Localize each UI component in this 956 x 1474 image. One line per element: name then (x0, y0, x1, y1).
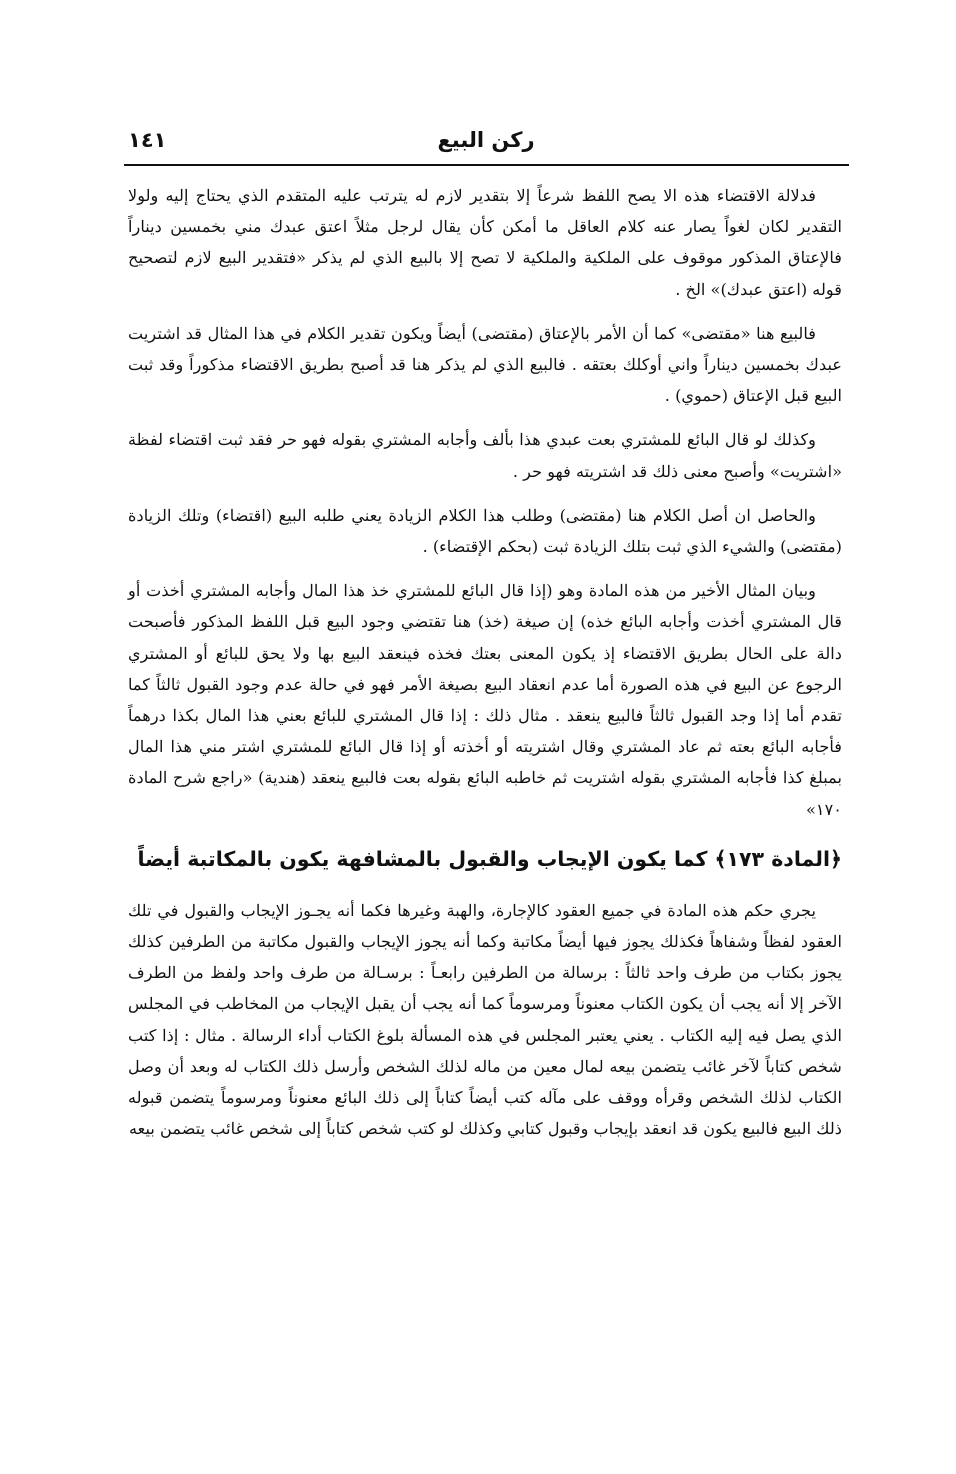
chapter-title: ركن البيع (437, 128, 535, 152)
page-number: ١٤١ (128, 128, 167, 152)
paragraph-last-example: وبيان المثال الأخير من هذه المادة وهو (إذا قال البائع للمشتري خذ هذا المال وأجابه المشتري أخذت أو قال المشتري أخذت وأجابه البائع خذه) إن صيغة (خذ) هنا تقتضي وجود البيع قبل اللفظ المذكور فأصبحت دالة على الحال بطريق الاقتضاء إذ يكون المعنى بعتك فخذه فينعقد البيع بها ولا يحق للبائع أو المشتري الرجوع عن البيع في هذه الصورة أما عدم انعقاد البيع بصيغة الأمر فهو في حالة عدم وجود القبول ثالثاً كما تقدم أما إذا وجد القبول ثالثاً فالبيع ينعقد . مثال ذلك : إذا قال المشتري للبائع بعني هذا المال بكذا درهماً فأجابه البائع بعته ثم عاد المشتري وقال اشتريته أو أخذته أو إذا قال البائع للمشتري اشتر مني هذا المال بمبلغ كذا فأجابه المشتري بقوله اشتريت ثم خاطبه البائع بقوله بعت فالبيع ينعقد (هندية) «راجع شرح المادة ١٧٠» (128, 581, 842, 819)
running-header (124, 124, 848, 164)
paragraph-sale-implied: فالبيع هنا «مقتضى» كما أن الأمر بالإعتاق (مقتضى) أيضاً ويكون تقدير الكلام في هذا المثال قد اشتريت عبدك بخمسين ديناراً واني أوكلك بعتقه . فالبيع الذي لم يذكر هنا قد أصبح بطريق الاقتضاء مذكوراً وقد ثبت البيع قبل الإعتاق (حموي) . (128, 323, 842, 406)
paragraph-implication: فدلالة الاقتضاء هذه الا يصح اللفظ شرعاً إلا بتقدير لازم له يترتب عليه المتقدم الذي يحتاج إليه ولولا التقدير لكان لغواً يصار عنه كلام العاقل ما أمكن كأن يقال لرجل مثلاً اعتق عبدك مني بخمسين ديناراً فالإعتاق المذكور موقوف على الملكية والملكية لا تصح إلا بالبيع الذي لم يذكر «فتقدير البيع لازم لتصحيح قوله (اعتق عبدك)» الخ . (128, 186, 842, 299)
page-body (128, 180, 842, 1157)
paragraph-summary: والحاصل ان أصل الكلام هنا (مقتضى) وطلب هذا الكلام الزيادة يعني طلبه البيع (اقتضاء) وتلك الزيادة (مقتضى) والشيء الذي ثبت بتلك الزيادة ثبت (بحكم الإقتضاء) . (128, 505, 842, 557)
article-heading: ﴿المادة ١٧٣﴾ كما يكون الإيجاب والقبول بالمشافهة يكون بالمكاتبة أيضاً (137, 846, 842, 871)
article-paragraph: يجري حكم هذه المادة في جميع العقود كالإجارة، والهبة وغيرها فكما أنه يجـوز الإيجاب والقبول في تلك العقود لفظاً وشفاهاً فكذلك يجوز فيها أيضاً مكاتبة وكما أنه يجوز الإيجاب والقبول مكاتبة من الطرفين كذلك يجوز بكتاب من طرف واحد ثالثاً : برسالة من الطرفين رابعـاً : برسـالة من طرف واحد ولفظ من الطرف الآخر إلا أنه يجب أن يكون الكتاب معنوناً ومرسوماً كما أنه يجب أن يقبل الإيجاب من المخاطب في المجلس الذي يصل فيه إليه الكتاب . يعني يعتبر المجلس في هذه المسألة بلوغ الكتاب أداء الرسالة . مثال : إذا كتب شخص كتاباً لآخر غائب يتضمن بيعه لمال معين من ماله لذلك الشخص وأرسل ذلك الكتاب له وبعد أن وصل الكتاب لذلك الشخص وقرأه ووقف على مآله كتب أيضاً كتاباً إلى ذلك البائع معنوناً ومرسوماً يتضمن قبوله ذلك البيع فالبيع يكون قد انعقد بإيجاب وقبول كتابي وكذلك لو كتب شخص كتاباً إلى شخص غائب يتضمن بيعه (128, 900, 842, 1139)
header-rule (124, 164, 849, 166)
paragraph-example-freedom: وكذلك لو قال البائع للمشتري بعت عبدي هذا بألف وأجابه المشتري بقوله فهو حر فقد ثبت اقتضاء لفظة «اشتريت» وأصبح معنى ذلك قد اشتريته فهو حر . (128, 430, 842, 481)
